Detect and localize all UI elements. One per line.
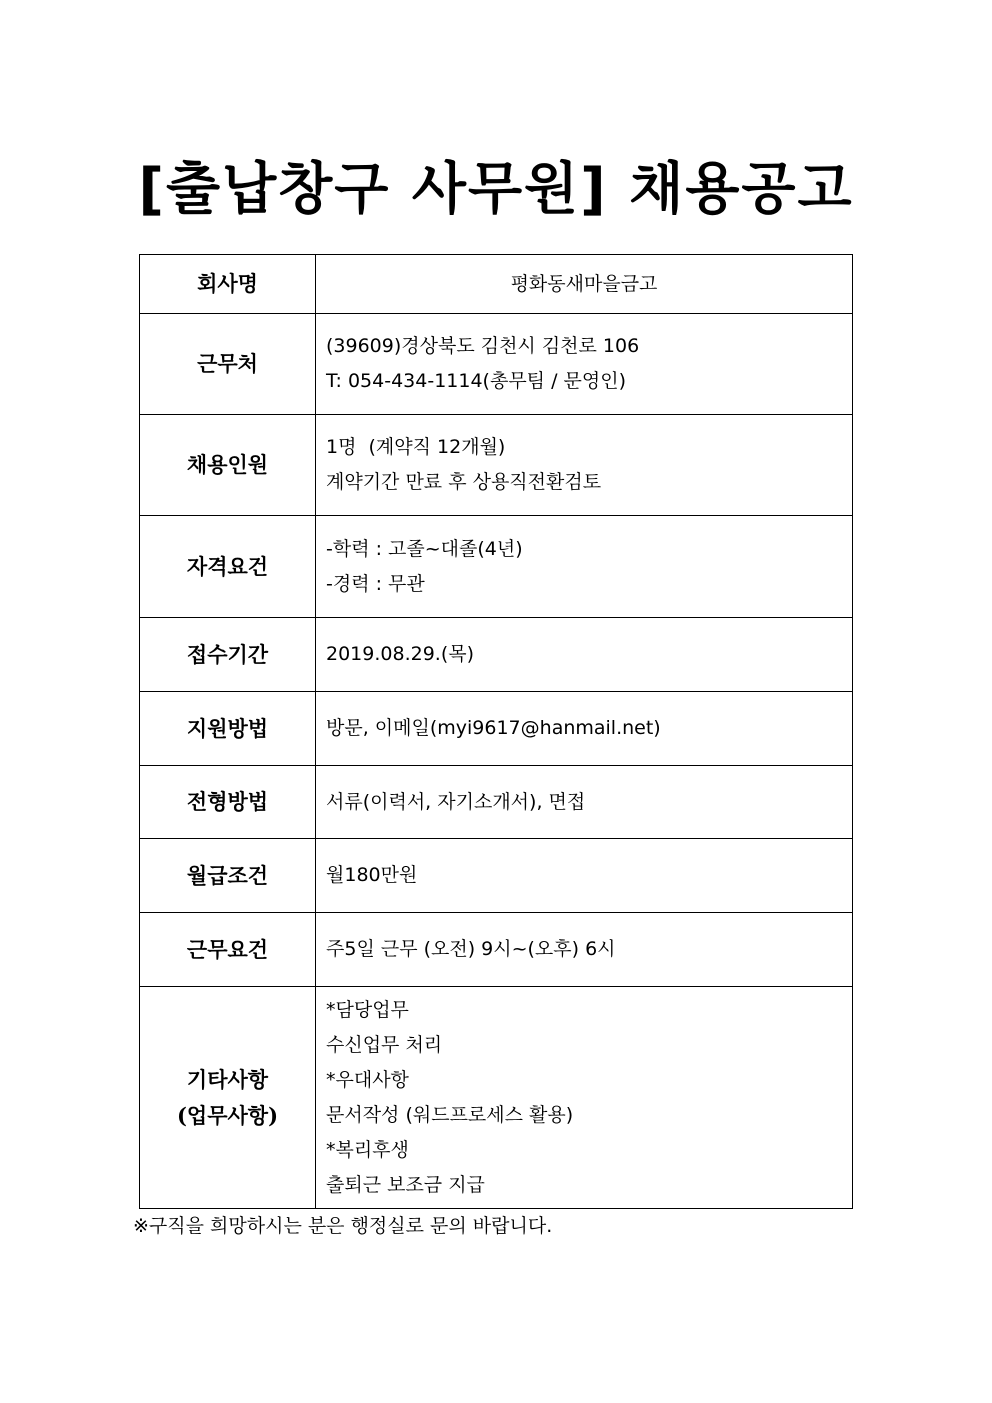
benefits-text: 출퇴근 보조금 지급: [326, 1173, 485, 1196]
label-headcount: 채용인원: [140, 415, 316, 516]
label-selection-method: 전형방법: [140, 766, 316, 839]
contract-note: 계약기간 만료 후 상용직전환검토: [326, 471, 602, 493]
value-application-period: [316, 618, 853, 692]
duties-text: 수신업무 처리: [326, 1033, 443, 1056]
label-workplace: 근무처: [140, 314, 316, 415]
other-notes-label: 기타사항: [186, 1066, 269, 1092]
value-selection-method: [316, 766, 853, 839]
application-method-text: 방문, 이메일(myi9617@hanmail.net): [326, 717, 661, 739]
headcount-text: 1명 (계약직 12개월): [326, 436, 506, 458]
footnote: ※구직을 희망하시는 분은 행정실로 문의 바랍니다.: [133, 1215, 553, 1237]
row-company-name: [140, 255, 853, 314]
row-qualifications: [140, 516, 853, 618]
selection-method-text: 서류(이력서, 자기소개서), 면접: [326, 790, 586, 813]
value-work-conditions: [316, 913, 853, 987]
preference-text: 문서작성 (워드프로세스 활용): [326, 1103, 574, 1126]
company-name-text: 평화동새마을금고: [510, 272, 658, 295]
label-application-method: 지원방법: [140, 692, 316, 766]
workplace-phone: T: 054-434-1114(총무팀 / 문영인): [326, 370, 626, 392]
label-work-conditions: 근무요건: [140, 913, 316, 987]
preference-heading: *우대사항: [326, 1068, 409, 1091]
row-headcount: [140, 415, 853, 516]
value-workplace: [316, 314, 853, 415]
workplace-address: (39609)경상북도 김천시 김천로 106: [326, 335, 640, 357]
row-workplace: [140, 314, 853, 415]
value-salary: [316, 839, 853, 913]
application-date: 2019.08.29.(목): [326, 643, 475, 665]
experience-requirement: -경력 : 무관: [326, 572, 425, 595]
row-selection-method: [140, 766, 853, 839]
row-work-conditions: [140, 913, 853, 987]
document-title: [출납창구 사무원] 채용공고: [138, 157, 854, 222]
label-salary: 월급조건: [140, 839, 316, 913]
work-hours-text: 주5일 근무 (오전) 9시~(오후) 6시: [326, 938, 616, 960]
value-headcount: [316, 415, 853, 516]
education-requirement: -학력 : 고졸~대졸(4년): [326, 537, 523, 560]
label-qualifications: 자격요건: [140, 516, 316, 618]
label-application-period: 접수기간: [140, 618, 316, 692]
label-other-notes: [140, 987, 316, 1209]
duties-label: (업무사항): [176, 1102, 279, 1128]
row-other-notes: [140, 987, 853, 1209]
row-application-method: [140, 692, 853, 766]
row-application-period: [140, 618, 853, 692]
row-salary: [140, 839, 853, 913]
label-company-name: 회사명: [140, 255, 316, 314]
job-posting-table: [139, 254, 853, 1209]
benefits-heading: *복리후생: [326, 1138, 409, 1161]
value-other-notes: [316, 987, 853, 1209]
duties-heading: *담당업무: [326, 998, 409, 1021]
salary-text: 월180만원: [326, 864, 418, 886]
value-application-method: [316, 692, 853, 766]
value-company-name: [316, 255, 853, 314]
value-qualifications: [316, 516, 853, 618]
